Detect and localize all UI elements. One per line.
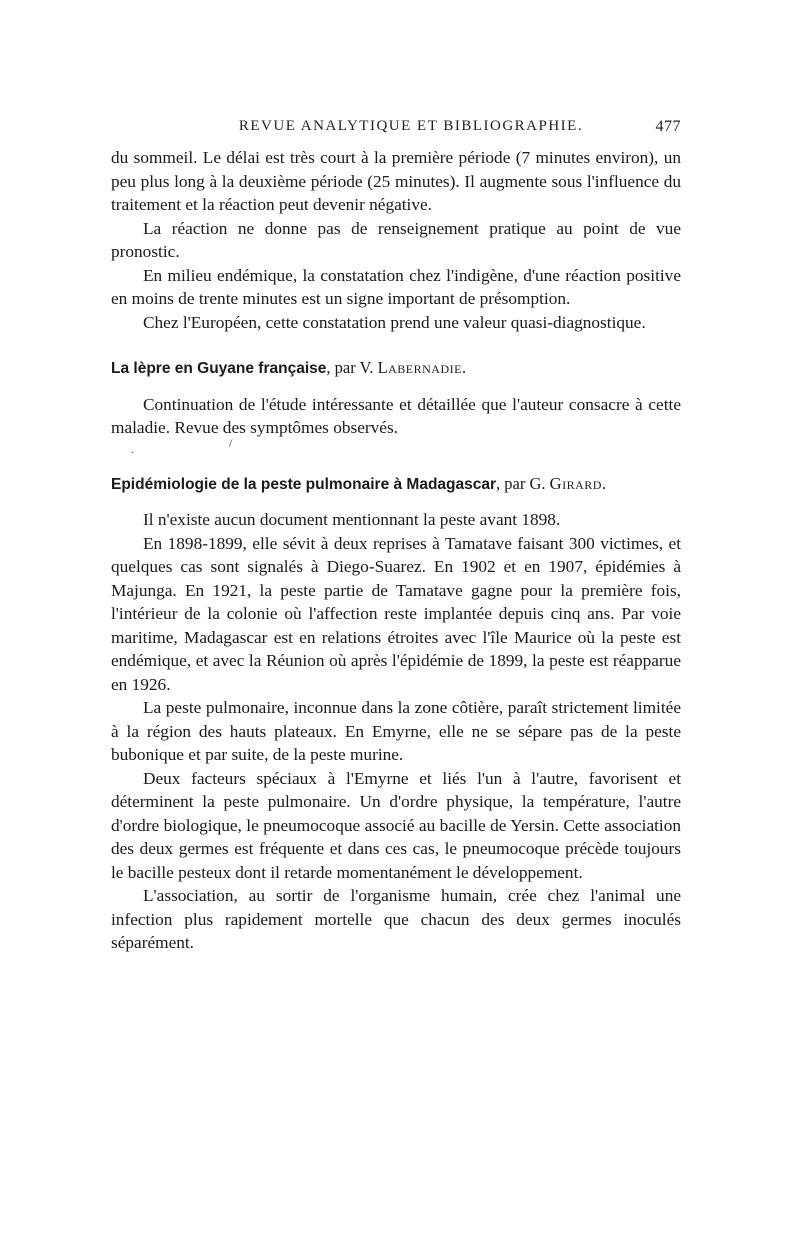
paragraph: Continuation de l'étude intéressante et détaillée que l'auteur consacre à cette maladie. Revue des symptômes observés. — [111, 394, 681, 437]
section-trypanosomiasis-reaction — [111, 146, 681, 334]
section-peste — [111, 508, 681, 955]
article-heading-peste — [111, 472, 681, 497]
author-prefix: , par V. — [326, 358, 374, 377]
article-author: Girard. — [549, 473, 607, 493]
article-title: Epidémiologie de la peste pulmonaire à Madagascar — [111, 475, 497, 493]
paragraph: Deux facteurs spéciaux à l'Emyrne et liés l'un à l'autre, favorisent et déterminent la peste pulmonaire. Un d'ordre physique, la température, l'autre d'ordre biologique, le pneumocoque associé au bacille de Yersin. Cette association des deux germes est fréquente et dans ces cas, le pneumocoque précède toujours le bacille pesteux dont il retarde momentanément le développement. — [111, 768, 681, 882]
paragraph: Chez l'Européen, cette constatation prend une valeur quasi-diagnostique. — [143, 312, 646, 332]
author-prefix: , par G. — [496, 473, 546, 493]
section-lepre — [111, 393, 681, 440]
paragraph: du sommeil. Le délai est très court à la première période (7 minutes environ), un peu plus long à la deuxième période (25 minutes). Il augmente sous l'influence du traitement et la réaction peut devenir négative. — [111, 148, 681, 214]
paragraph: La réaction ne donne pas de renseignement pratique au point de vue pronostic. — [111, 218, 681, 261]
paragraph: La peste pulmonaire, inconnue dans la zone côtière, paraît strictement limitée à la région des hauts plateaux. En Emyrne, elle ne se sépare pas de la peste bubonique et par suite, de la peste murine. — [111, 698, 681, 764]
paragraph: En 1898-1899, elle sévit à deux reprises à Tamatave faisant 300 victimes, et quelques cas sont signalés à Diego-Suarez. En 1902 et en 1907, épidémies à Majunga. En 1921, la peste partie de Tamatave gagne pour la première fois, l'intérieur de la colonie où l'affection reste implantée depuis cinq ans. Par voie maritime, Madagascar est en relations étroites avec l'île Maurice où la peste est endémique, et avec la Réunion où après l'épidémie de 1899, la peste est réapparue en 1926. — [111, 533, 681, 694]
article-title: La lèpre en Guyane française — [111, 360, 327, 377]
paragraph: Il n'existe aucun document mentionnant la peste avant 1898. — [143, 510, 561, 529]
paragraph: L'association, au sortir de l'organisme humain, crée chez l'animal une infection plus rapidement mortelle que chacun des deux germes inoculés séparément. — [111, 886, 681, 952]
article-author: Labernadie. — [377, 358, 467, 377]
stray-print-marks: . / — [131, 435, 233, 456]
running-head — [111, 118, 681, 146]
document-page — [111, 118, 681, 955]
running-title: REVUE ANALYTIQUE ET BIBLIOGRAPHIE. — [238, 118, 584, 134]
page-number: 477 — [655, 118, 681, 135]
paragraph: En milieu endémique, la constatation chez l'indigène, d'une réaction positive en moins de trente minutes est un signe important de présomption. — [111, 265, 681, 308]
article-heading-lepre — [111, 356, 681, 381]
